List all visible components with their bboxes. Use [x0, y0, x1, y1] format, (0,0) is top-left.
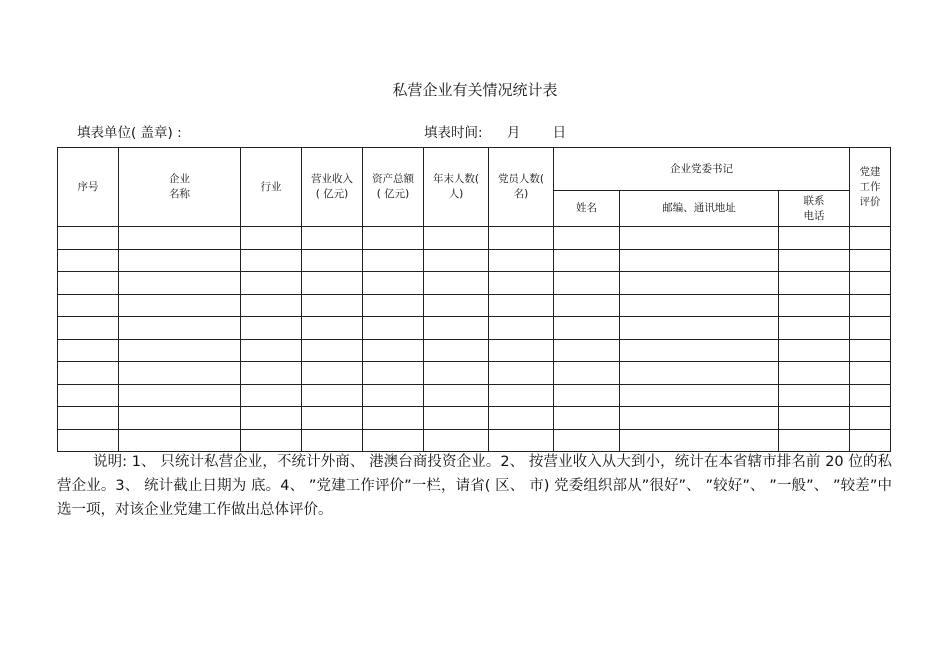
table-cell[interactable]: [779, 317, 850, 340]
table-cell[interactable]: [58, 272, 119, 295]
table-cell[interactable]: [119, 407, 241, 430]
table-cell[interactable]: [241, 249, 302, 272]
table-cell[interactable]: [302, 407, 363, 430]
table-row: [58, 407, 891, 430]
header-seq: 序号: [58, 148, 119, 227]
table-cell[interactable]: [779, 249, 850, 272]
table-cell[interactable]: [424, 429, 489, 452]
table-cell[interactable]: [58, 429, 119, 452]
table-cell[interactable]: [241, 339, 302, 362]
table-cell[interactable]: [424, 249, 489, 272]
table-cell[interactable]: [302, 227, 363, 250]
table-cell[interactable]: [850, 429, 891, 452]
header-industry: 行业: [241, 148, 302, 227]
table-cell[interactable]: [363, 429, 424, 452]
table-cell[interactable]: [363, 272, 424, 295]
table-cell[interactable]: [302, 362, 363, 385]
table-cell[interactable]: [554, 317, 620, 340]
table-cell[interactable]: [850, 272, 891, 295]
table-cell[interactable]: [850, 227, 891, 250]
table-cell[interactable]: [302, 317, 363, 340]
table-cell[interactable]: [302, 249, 363, 272]
header-secretary-address: 邮编、通讯地址: [620, 191, 779, 227]
table-cell[interactable]: [241, 294, 302, 317]
table-cell[interactable]: [620, 407, 779, 430]
table-cell[interactable]: [554, 384, 620, 407]
table-cell[interactable]: [620, 339, 779, 362]
table-cell[interactable]: [302, 339, 363, 362]
header-revenue: 营业收入 ( 亿元): [302, 148, 363, 227]
table-cell[interactable]: [363, 249, 424, 272]
fill-time-label: 填表时间:: [424, 125, 483, 141]
table-row: [58, 272, 891, 295]
table-cell[interactable]: [620, 317, 779, 340]
table-cell[interactable]: [779, 384, 850, 407]
table-cell[interactable]: [779, 272, 850, 295]
fill-unit-label: 填表单位( 盖章) :: [77, 125, 182, 141]
table-cell[interactable]: [58, 317, 119, 340]
table-cell[interactable]: [620, 227, 779, 250]
table-row: [58, 429, 891, 452]
table-cell[interactable]: [241, 272, 302, 295]
table-cell[interactable]: [119, 339, 241, 362]
table-cell[interactable]: [850, 362, 891, 385]
header-evaluation: 党建 工作 评价: [850, 148, 891, 227]
table-row: [58, 249, 891, 272]
table-cell[interactable]: [58, 294, 119, 317]
table-cell[interactable]: [779, 362, 850, 385]
table-cell[interactable]: [489, 339, 554, 362]
table-cell[interactable]: [424, 294, 489, 317]
table-cell[interactable]: [424, 362, 489, 385]
table-cell[interactable]: [302, 384, 363, 407]
fill-time: [424, 121, 566, 141]
table-cell[interactable]: [620, 294, 779, 317]
table-row: [58, 294, 891, 317]
table-cell[interactable]: [424, 272, 489, 295]
statistics-table: [57, 147, 891, 452]
table-cell[interactable]: [554, 362, 620, 385]
table-cell[interactable]: [119, 429, 241, 452]
table-cell[interactable]: [424, 317, 489, 340]
fill-time-month: 月: [506, 125, 521, 141]
table-cell[interactable]: [119, 384, 241, 407]
table-cell[interactable]: [119, 249, 241, 272]
header-assets: 资产总额 ( 亿元): [363, 148, 424, 227]
table-cell[interactable]: [554, 227, 620, 250]
table-cell[interactable]: [850, 384, 891, 407]
table-cell[interactable]: [302, 272, 363, 295]
table-cell[interactable]: [489, 362, 554, 385]
table-cell[interactable]: [489, 294, 554, 317]
table-cell[interactable]: [241, 317, 302, 340]
table-cell[interactable]: [554, 429, 620, 452]
header-staff: 年末人数( 人): [424, 148, 489, 227]
table-cell[interactable]: [554, 339, 620, 362]
table-row: [58, 362, 891, 385]
table-cell[interactable]: [779, 294, 850, 317]
table-cell[interactable]: [302, 429, 363, 452]
table-cell[interactable]: [489, 317, 554, 340]
table-cell[interactable]: [424, 407, 489, 430]
table-cell[interactable]: [424, 384, 489, 407]
header-secretary-name: 姓名: [554, 191, 620, 227]
table-cell[interactable]: [119, 294, 241, 317]
table-cell[interactable]: [620, 272, 779, 295]
table-cell[interactable]: [241, 384, 302, 407]
header-secretary-phone: 联系 电话: [779, 191, 850, 227]
fill-time-day: 日: [552, 125, 567, 141]
table-cell[interactable]: [58, 362, 119, 385]
table-cell[interactable]: [554, 407, 620, 430]
table-cell[interactable]: [489, 429, 554, 452]
table-cell[interactable]: [850, 407, 891, 430]
header-party-members: 党员人数( 名): [489, 148, 554, 227]
table-cell[interactable]: [489, 249, 554, 272]
page-title: 私营企业有关情况统计表: [392, 81, 558, 99]
table-cell[interactable]: [58, 384, 119, 407]
table-cell[interactable]: [779, 339, 850, 362]
table-cell[interactable]: [119, 227, 241, 250]
table-cell[interactable]: [850, 317, 891, 340]
table-cell[interactable]: [620, 384, 779, 407]
table-body: [58, 227, 891, 452]
table-cell[interactable]: [489, 407, 554, 430]
table-cell[interactable]: [363, 294, 424, 317]
table-cell[interactable]: [779, 407, 850, 430]
table-cell[interactable]: [779, 227, 850, 250]
table-cell[interactable]: [363, 339, 424, 362]
table-cell[interactable]: [424, 227, 489, 250]
table-cell[interactable]: [119, 272, 241, 295]
table-cell[interactable]: [119, 362, 241, 385]
table-cell[interactable]: [363, 227, 424, 250]
table-cell[interactable]: [241, 362, 302, 385]
table-row: [58, 384, 891, 407]
table-row: [58, 339, 891, 362]
table-cell[interactable]: [363, 384, 424, 407]
table-cell[interactable]: [58, 249, 119, 272]
table-cell[interactable]: [489, 384, 554, 407]
table-cell[interactable]: [779, 429, 850, 452]
table-cell[interactable]: [554, 249, 620, 272]
table-cell[interactable]: [241, 407, 302, 430]
table-cell[interactable]: [554, 294, 620, 317]
table-cell[interactable]: [850, 339, 891, 362]
table-cell[interactable]: [58, 407, 119, 430]
table-cell[interactable]: [241, 227, 302, 250]
table-cell[interactable]: [241, 429, 302, 452]
table-cell[interactable]: [489, 272, 554, 295]
table-cell[interactable]: [620, 429, 779, 452]
header-company-name: 企业 名称: [119, 148, 241, 227]
table-cell[interactable]: [58, 227, 119, 250]
table-cell[interactable]: [363, 407, 424, 430]
table-cell[interactable]: [119, 317, 241, 340]
table-cell[interactable]: [850, 294, 891, 317]
table-cell[interactable]: [302, 294, 363, 317]
table-cell[interactable]: [363, 317, 424, 340]
table-cell[interactable]: [363, 362, 424, 385]
table-cell[interactable]: [424, 339, 489, 362]
table-cell[interactable]: [489, 227, 554, 250]
table-cell[interactable]: [850, 249, 891, 272]
table-cell[interactable]: [620, 249, 779, 272]
header-party-secretary: 企业党委书记: [554, 148, 850, 191]
table-row: [58, 317, 891, 340]
table-cell[interactable]: [554, 272, 620, 295]
table-row: [58, 227, 891, 250]
table-cell[interactable]: [58, 339, 119, 362]
table-cell[interactable]: [620, 362, 779, 385]
explanation-note: 说明: 1、 只统计私营企业，不统计外商、 港澳台商投资企业。2、 按营业收入从大到小，统计在本省辖市排名前 20 位的私营企业。3、 统计截止日期为 底。4、 ”党建工作评价”一栏，请省( 区、 市) 党委组织部从”很好”、 ”较好”、 ”一般”、 ”较差”中选一项，对该企业党建工作做出总体评价。: [57, 454, 892, 518]
